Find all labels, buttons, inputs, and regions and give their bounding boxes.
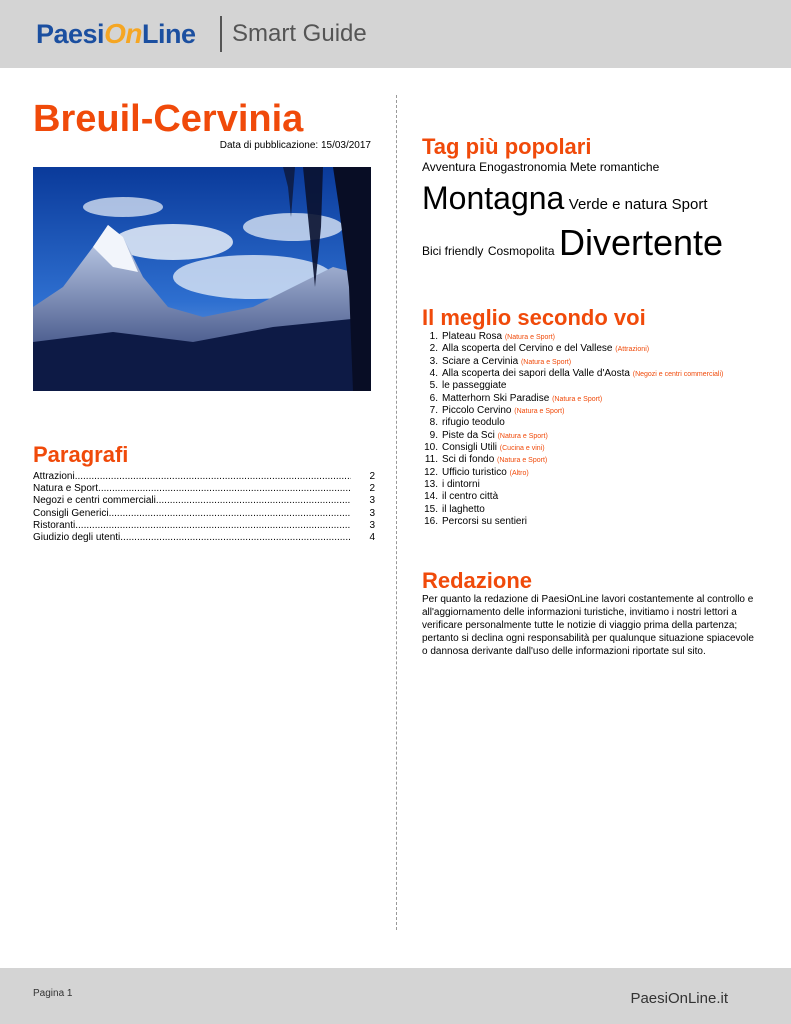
redazione-heading: Redazione xyxy=(422,568,533,593)
tag-cosmopolita[interactable]: Cosmopolita xyxy=(487,244,555,258)
toc-label: Giudizio degli utenti xyxy=(33,531,121,543)
toc-page: 3 xyxy=(369,495,375,507)
item-category: (Natura e Sport) xyxy=(514,408,565,416)
tag-sport[interactable]: Sport xyxy=(671,196,708,213)
toc-page: 3 xyxy=(369,507,375,519)
list-item[interactable]: 5. le passeggiate xyxy=(429,380,507,392)
list-item[interactable]: 4. Alla scoperta dei sapori della Valle d'Aosta (Negozi e centri commerciali) xyxy=(429,368,724,380)
item-name: Piste da Sci xyxy=(442,429,495,441)
toc-page: 4 xyxy=(369,531,375,543)
page-footer xyxy=(0,968,791,1024)
tag-cloud-row xyxy=(422,180,708,217)
toc-label: Negozi e centri commerciali xyxy=(33,495,156,507)
item-category: (Natura e Sport) xyxy=(520,358,572,366)
header-separator xyxy=(220,16,222,52)
toc-page: 3 xyxy=(369,519,375,531)
tag-cloud-row xyxy=(422,222,723,264)
toc-page: 2 xyxy=(369,483,375,495)
item-name: Percorsi su sentieri xyxy=(442,516,528,528)
toc-label: Natura e Sport xyxy=(33,483,99,495)
item-category: (Natura e Sport) xyxy=(497,457,548,465)
item-name: Sci di fondo xyxy=(442,454,495,466)
item-name: Alla scoperta del Cervino e del Vallese xyxy=(442,343,613,355)
list-item[interactable]: 9. Piste da Sci (Natura e Sport) xyxy=(429,429,548,441)
item-name: rifugio teodulo xyxy=(442,417,505,429)
tag-bici-friendly[interactable]: Bici friendly xyxy=(422,244,484,258)
hero-image-matterhorn xyxy=(33,167,371,391)
tag-line-small: Avventura Enogastronomia Mete romantiche xyxy=(422,160,660,174)
paesionline-logo[interactable] xyxy=(36,18,195,58)
best-list xyxy=(422,331,762,529)
logo-on: On xyxy=(104,18,142,49)
item-name: il laghetto xyxy=(442,503,485,515)
toc-row-negozi[interactable] xyxy=(33,495,375,507)
list-item[interactable]: 7. Piccolo Cervino (Natura e Sport) xyxy=(429,405,565,417)
list-item[interactable]: 12. Ufficio turistico (Altro) xyxy=(424,466,529,478)
item-category: (Natura e Sport) xyxy=(552,395,603,403)
item-category: (Attrazioni) xyxy=(615,346,650,354)
paragrafi-heading: Paragrafi xyxy=(33,442,129,467)
redazione-text: Per quanto la redazione di PaesiOnLine lavori costantemente al controllo e all'aggiornamento delle informazioni turistiche, invitiamo i nostri lettori a verificare personalmente tutte le notizie di viaggio prima della partenza; pertanto si declina ogni responsabilità per qualunque situazione spiacevole o dannosa derivante dall'uso delle informazioni riportate sul sito. xyxy=(422,594,754,657)
item-category: (Altro) xyxy=(509,469,529,477)
item-name: Plateau Rosa xyxy=(442,331,503,342)
item-name: Piccolo Cervino xyxy=(442,405,512,417)
tags-heading: Tag più popolari xyxy=(422,134,592,159)
list-item[interactable]: 16. Percorsi su sentieri xyxy=(424,516,528,528)
item-name: Ufficio turistico xyxy=(442,466,507,478)
item-category: (Negozi e centri commerciali) xyxy=(632,371,724,379)
publication-date: Data di pubblicazione: 15/03/2017 xyxy=(219,140,371,151)
item-name: Alla scoperta dei sapori della Valle d'Aosta xyxy=(442,368,630,380)
item-category: (Natura e Sport) xyxy=(497,432,548,440)
list-item[interactable]: 3. Sciare a Cervinia (Natura e Sport) xyxy=(429,355,572,367)
toc-label: Attrazioni xyxy=(33,471,75,482)
toc-page: 2 xyxy=(369,471,375,482)
list-item[interactable]: 13. i dintorni xyxy=(424,479,480,491)
toc-row-ristoranti[interactable] xyxy=(33,520,375,532)
table-of-contents xyxy=(33,471,375,544)
list-item[interactable]: 10. Consigli Utili (Cucina e vini) xyxy=(424,442,545,454)
toc-row-consigli[interactable] xyxy=(33,508,375,520)
logo-paesi: Paesi xyxy=(36,19,105,49)
item-name: le passeggiate xyxy=(442,380,507,392)
tag-verde-natura[interactable]: Verde e natura xyxy=(568,196,668,213)
list-item[interactable]: 15. il laghetto xyxy=(424,503,485,515)
tag-montagna[interactable]: Montagna xyxy=(422,180,565,216)
toc-row-giudizio[interactable] xyxy=(33,532,375,544)
item-name: i dintorni xyxy=(442,479,480,491)
list-item[interactable]: 11. Sci di fondo (Natura e Sport) xyxy=(424,454,548,466)
list-item[interactable]: 8. rifugio teodulo xyxy=(429,417,505,429)
toc-label: Consigli Generici xyxy=(33,507,109,519)
column-divider xyxy=(396,95,397,930)
list-item[interactable]: 2. Alla scoperta del Cervino e del Vallese (Attrazioni) xyxy=(429,343,650,355)
toc-label: Ristoranti xyxy=(33,519,76,531)
list-item[interactable]: 1. Plateau Rosa (Natura e Sport) xyxy=(429,331,556,342)
list-item[interactable]: 6. Matterhorn Ski Paradise (Natura e Sport) xyxy=(429,392,603,404)
best-heading: Il meglio secondo voi xyxy=(422,305,646,330)
item-name: il centro città xyxy=(442,491,499,503)
page-title: Breuil-Cervinia xyxy=(33,98,304,140)
page-header xyxy=(0,0,791,68)
item-category: (Natura e Sport) xyxy=(504,334,556,341)
smart-guide-label: Smart Guide xyxy=(232,20,367,47)
logo-line: Line xyxy=(141,19,196,49)
item-category: (Cucina e vini) xyxy=(499,445,545,453)
item-name: Consigli Utili xyxy=(442,442,498,454)
item-name: Matterhorn Ski Paradise xyxy=(442,392,550,404)
site-link[interactable]: PaesiOnLine.it xyxy=(630,990,728,1007)
toc-row-attrazioni[interactable] xyxy=(33,471,375,483)
page-number: Pagina 1 xyxy=(33,988,73,999)
tag-divertente[interactable]: Divertente xyxy=(558,222,724,263)
item-name: Sciare a Cervinia xyxy=(442,355,519,367)
toc-row-natura-sport[interactable] xyxy=(33,483,375,495)
list-item[interactable]: 14. il centro città xyxy=(424,491,499,503)
